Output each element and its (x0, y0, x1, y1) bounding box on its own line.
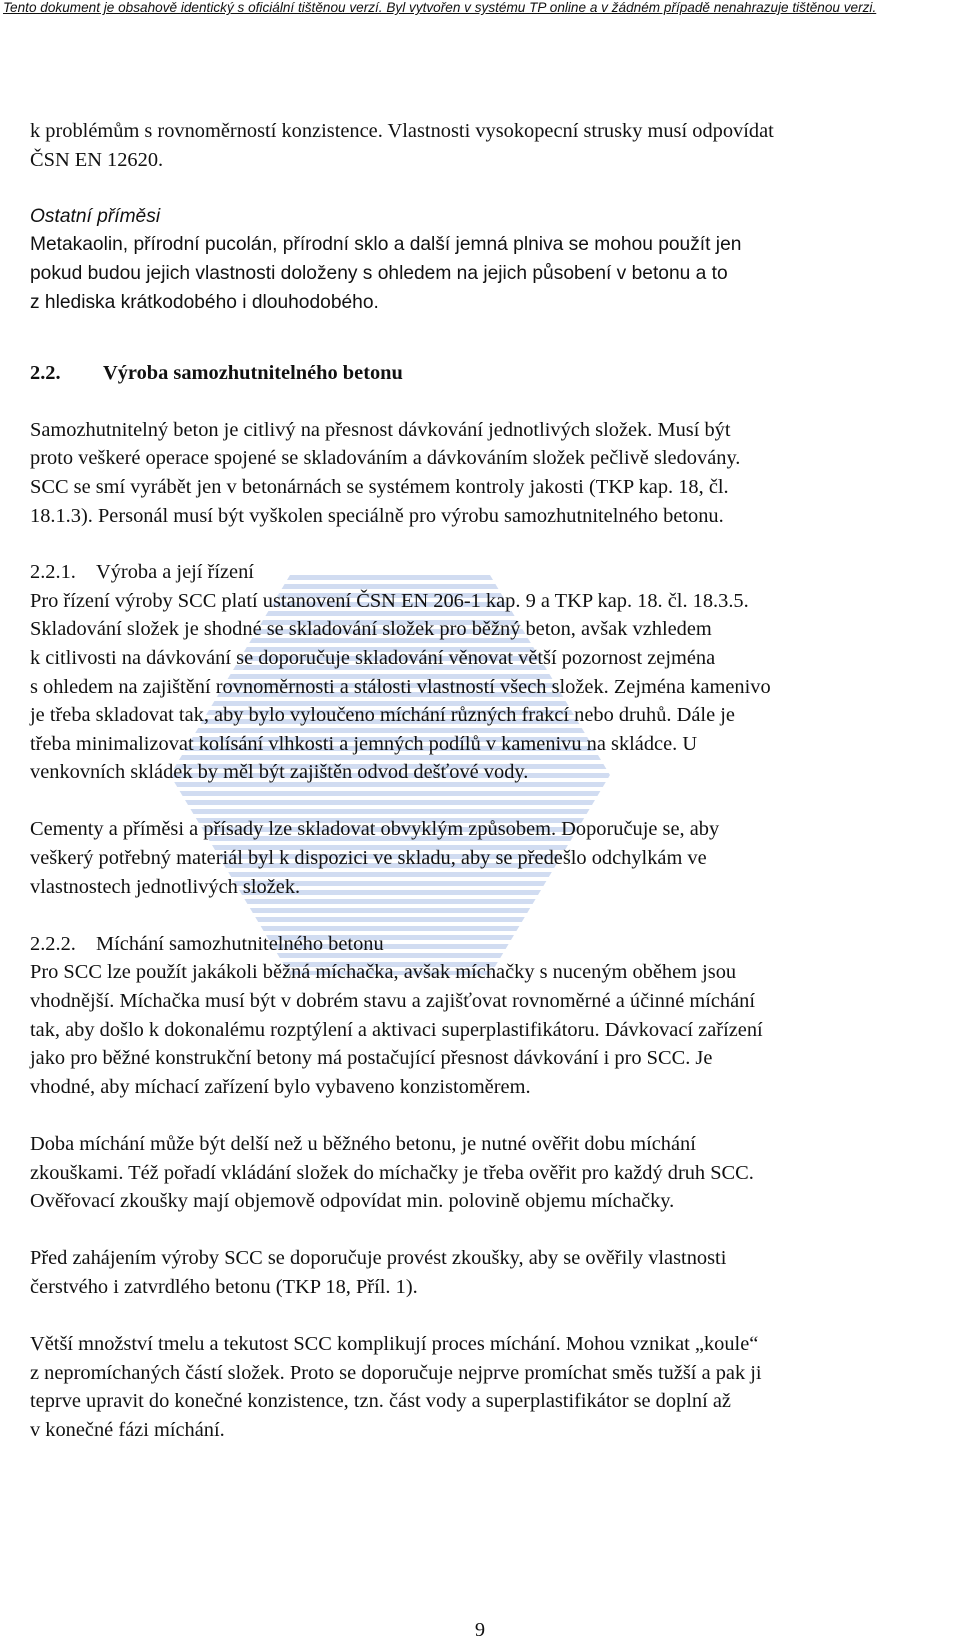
paragraph-line: Ověřovací zkoušky mají objemově odpovídat min. polovině objemu míchačky. (30, 1190, 675, 1213)
paragraph-line: tak, aby došlo k dokonalému rozptýlení a aktivaci superplastifikátoru. Dávkovací zařízení (30, 1018, 763, 1041)
page-number: 9 (474, 1619, 486, 1641)
paragraph-line: k citlivosti na dávkování se doporučuje skladování věnovat větší pozornost zejména (30, 646, 716, 669)
section-number: 2.2.1. (30, 561, 76, 584)
ostatni-line: pokud budou jejich vlastnosti doloženy s ohledem na jejich působení v betonu a to (30, 262, 728, 284)
section-2-2-2-heading (30, 930, 945, 959)
section-2-2-1-paragraph (30, 587, 945, 787)
ostatni-primesi-title: Ostatní příměsi (30, 205, 161, 227)
intro-line: ČSN EN 12620. (30, 148, 164, 171)
paragraph-line: Pro řízení výroby SCC platí ustanovení ČSN EN 206-1 kap. 9 a TKP kap. 18. čl. 18.3.5. (30, 589, 749, 612)
paragraph-line: z nepromíchaných částí složek. Proto se doporučuje nejprve promíchat směs tužší a pak ji (30, 1361, 762, 1384)
section-2-2-1-paragraph (30, 815, 945, 901)
section-2-2-2-paragraph (30, 1130, 945, 1216)
section-2-2-2-paragraph (30, 958, 945, 1101)
paragraph-line: v konečné fázi míchání. (30, 1418, 225, 1441)
paragraph-line: vlastnostech jednotlivých složek. (30, 875, 301, 898)
section-number: 2.2.2. (30, 932, 76, 955)
section-2-2-2-paragraph (30, 1244, 945, 1301)
ostatni-line: Metakaolin, přírodní pucolán, přírodní sklo a další jemná plniva se mohou použít jen (30, 234, 742, 256)
section-title: Míchání samozhutnitelného betonu (96, 932, 384, 955)
paragraph-line: Pro SCC lze použít jakákoli běžná míchačka, avšak míchačky s nuceným oběhem jsou (30, 961, 737, 984)
section-2-2-1-heading (30, 558, 945, 587)
paragraph-line: vhodnější. Míchačka musí být v dobrém stavu a zajišťovat rovnoměrné a účinné míchání (30, 990, 756, 1013)
paragraph-line: Cementy a příměsi a přísady lze skladovat obvyklým způsobem. Doporučuje se, aby (30, 818, 720, 841)
paragraph-line: Před zahájením výroby SCC se doporučuje provést zkoušky, aby se ověřily vlastnosti (30, 1247, 727, 1270)
paragraph-line: třeba minimalizovat kolísání vlhkosti a jemných podílů v kamenivu na skládce. U (30, 732, 698, 755)
section-2-2-paragraph (30, 416, 945, 530)
paragraph-line: veškerý potřebný materiál byl k dispozici ve skladu, aby se předešlo odchylkám ve (30, 847, 707, 870)
paragraph-line: SCC se smí vyrábět jen v betonárnách se systémem kontroly jakosti (TKP kap. 18, čl. (30, 475, 729, 498)
paragraph-line: teprve upravit do konečné konzistence, tzn. část vody a superplastifikátor se doplní až (30, 1390, 731, 1413)
paragraph-line: je třeba skladovat tak, aby bylo vyloučeno míchání různých frakcí nebo druhů. Dále je (30, 704, 735, 727)
section-title: Výroba a její řízení (96, 561, 254, 584)
paragraph-line: Skladování složek je shodné se skladování složek pro běžný beton, avšak vzhledem (30, 618, 712, 641)
official-version-disclaimer: Tento dokument je obsahově identický s oficiální tištěnou verzí. Byl vytvořen v systému TP online a v žádném případě nenahrazuje tištěnou verzi. (3, 0, 877, 15)
paragraph-line: venkovních skládek by měl být zajištěn odvod dešťové vody. (30, 761, 529, 784)
ostatni-line: z hlediska krátkodobého i dlouhodobého. (30, 291, 379, 313)
paragraph-line: vhodné, aby míchací zařízení bylo vybaveno konzistoměrem. (30, 1075, 531, 1098)
paragraph-line: Samozhutnitelný beton je citlivý na přesnost dávkování jednotlivých složek. Musí být (30, 418, 731, 441)
paragraph-line: jako pro běžné konstrukční betony má postačující přesnost dávkování i pro SCC. Je (30, 1047, 713, 1070)
section-2-2-2-paragraph (30, 1330, 945, 1444)
paragraph-line: čerstvého i zatvrdlého betonu (TKP 18, Příl. 1). (30, 1275, 418, 1298)
paragraph-line: s ohledem na zajištění rovnoměrnosti a stálosti vlastností všech složek. Zejména kamenivo (30, 675, 771, 698)
paragraph-line: 18.1.3). Personál musí být vyškolen speciálně pro výrobu samozhutnitelného betonu. (30, 504, 724, 527)
section-number: 2.2. (30, 362, 61, 385)
section-title: Výroba samozhutnitelného betonu (103, 362, 403, 385)
section-2-2-heading (30, 359, 945, 388)
document-body (30, 117, 945, 1445)
paragraph-line: zkouškami. Též pořadí vkládání složek do míchačky je třeba ověřit pro každý druh SCC. (30, 1161, 754, 1184)
paragraph-line: Doba míchání může být delší než u běžného betonu, je nutné ověřit dobu míchání (30, 1133, 696, 1155)
intro-line: k problémům s rovnoměrností konzistence. Vlastnosti vysokopecní strusky musí odpovídat (30, 120, 774, 142)
paragraph-line: proto veškeré operace spojené se skladováním a dávkováním složek pečlivě sledovány. (30, 447, 741, 470)
paragraph-line: Větší množství tmelu a tekutost SCC komplikují proces míchání. Mohou vznikat „koule“ (30, 1333, 759, 1356)
